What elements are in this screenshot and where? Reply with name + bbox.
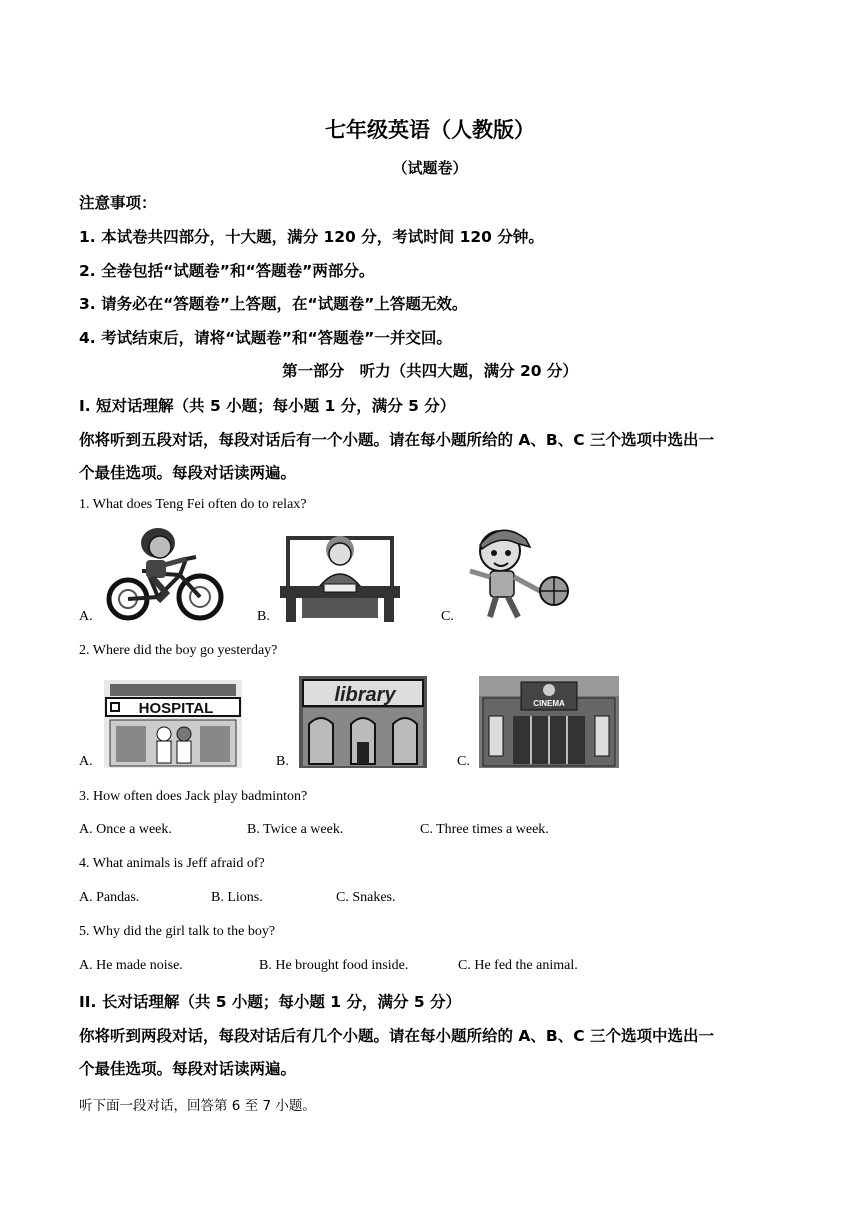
- notes-heading: 注意事项：: [79, 194, 157, 212]
- q3-option-c: C. Three times a week.: [420, 822, 549, 837]
- q5-option-c: C. He fed the animal.: [458, 958, 578, 973]
- note-item: 4. 考试结束后，请将“试题卷”和“答题卷”一并交回。: [79, 329, 452, 347]
- q5-option-a: A. He made noise.: [79, 958, 183, 973]
- q1-option-a-label: A.: [79, 609, 93, 624]
- section2-instruction: 你将听到两段对话，每段对话后有几个小题。请在每小题所给的 A、B、C 三个选项中选出一: [79, 1027, 714, 1045]
- question-4: 4. What animals is Jeff afraid of?: [79, 856, 265, 871]
- question-5: 5. Why did the girl talk to the boy?: [79, 924, 276, 939]
- q4-option-b: B. Lions.: [211, 890, 263, 905]
- part1-heading: 第一部分 听力（共四大题，满分 20 分）: [282, 362, 578, 380]
- cinema-picture: [479, 676, 619, 768]
- q1-option-c-label: C.: [441, 609, 454, 624]
- q2-option-b-label: B.: [276, 754, 289, 769]
- note-item: 1. 本试卷共四部分，十大题，满分 120 分，考试时间 120 分钟。: [79, 228, 544, 246]
- section2-heading: II. 长对话理解（共 5 小题；每小题 1 分，满分 5 分）: [79, 993, 462, 1011]
- listen-note: 听下面一段对话，回答第 6 至 7 小题。: [79, 1098, 316, 1114]
- q3-option-a: A. Once a week.: [79, 822, 172, 837]
- question-2: 2. Where did the boy go yesterday?: [79, 643, 278, 658]
- note-item: 2. 全卷包括“试题卷”和“答题卷”两部分。: [79, 262, 375, 280]
- q5-option-b: B. He brought food inside.: [259, 958, 409, 973]
- writing-picture: [278, 528, 402, 622]
- library-picture: [299, 676, 427, 768]
- q1-option-b-label: B.: [257, 609, 270, 624]
- q4-option-a: A. Pandas.: [79, 890, 140, 905]
- question-1: 1. What does Teng Fei often do to relax?: [79, 497, 307, 512]
- cycling-picture: [100, 527, 228, 622]
- section1-heading: I. 短对话理解（共 5 小题；每小题 1 分，满分 5 分）: [79, 397, 456, 415]
- page-subtitle: （试题卷）: [392, 159, 468, 177]
- library-sign-text: library: [334, 684, 396, 706]
- basketball-picture: [460, 525, 582, 623]
- q3-option-b: B. Twice a week.: [247, 822, 344, 837]
- cinema-sign-text: CINEMA: [533, 699, 565, 708]
- question-3: 3. How often does Jack play badminton?: [79, 789, 308, 804]
- q4-option-c: C. Snakes.: [336, 890, 396, 905]
- q2-option-a-label: A.: [79, 754, 93, 769]
- note-item: 3. 请务必在“答题卷”上答题，在“试题卷”上答题无效。: [79, 295, 468, 313]
- q2-option-c-label: C.: [457, 754, 470, 769]
- hospital-picture: [104, 680, 242, 768]
- page-title: 七年级英语（人教版）: [325, 118, 535, 142]
- section1-instruction: 个最佳选项。每段对话读两遍。: [79, 464, 297, 482]
- section1-instruction: 你将听到五段对话，每段对话后有一个小题。请在每小题所给的 A、B、C 三个选项中选出一: [79, 431, 714, 449]
- hospital-sign-text: HOSPITAL: [138, 700, 214, 717]
- section2-instruction: 个最佳选项。每段对话读两遍。: [79, 1060, 297, 1078]
